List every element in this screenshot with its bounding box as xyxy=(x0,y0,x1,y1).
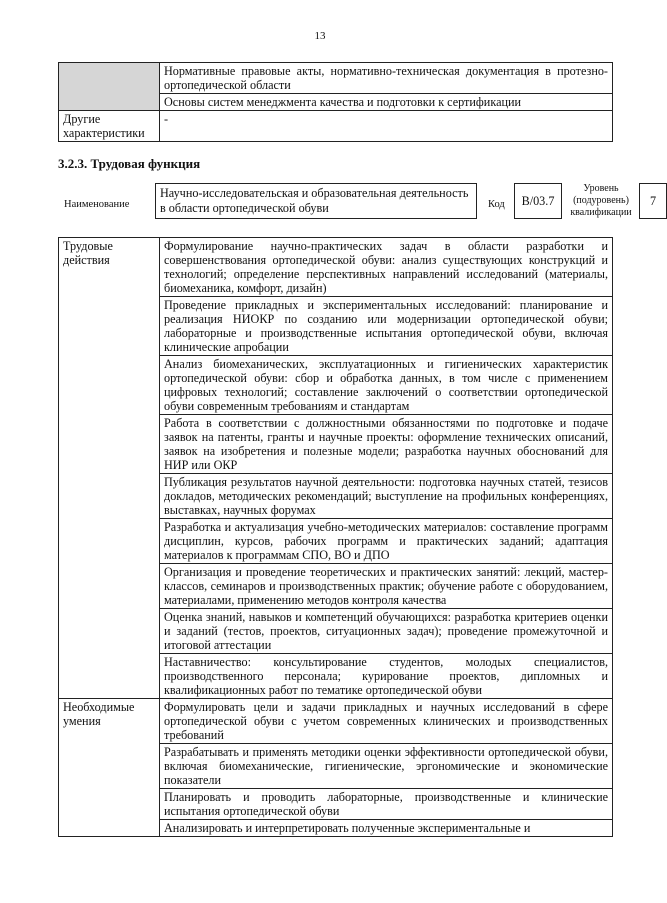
labor-action-item: Проведение прикладных и экспериментальных исследований: планирование и реализация НИОКР по созданию или модернизации ортопедической обуви; лабораторные и производственные испытания ортопедической обуви, включая клинические апробации xyxy=(160,297,613,356)
table-row xyxy=(59,238,613,297)
labor-action-item: Публикация результатов научной деятельности: подготовка научных статей, тезисов докладов, методических рекомендаций; выступление на профильных конференциях, выставках, научных форумах xyxy=(160,474,613,519)
function-details-table xyxy=(58,237,613,837)
table-row xyxy=(59,111,613,142)
previous-function-table xyxy=(58,62,613,142)
section-heading: 3.2.3. Трудовая функция xyxy=(58,156,201,171)
other-characteristics-value: - xyxy=(160,111,613,142)
skill-item: Планировать и проводить лабораторные, производственные и клинические испытания ортопедической обуви xyxy=(160,789,613,820)
labor-actions-label: Трудовые действия xyxy=(59,238,160,699)
function-code: B/03.7 xyxy=(514,183,562,219)
function-header xyxy=(58,183,657,223)
table-row xyxy=(59,699,613,744)
table-row xyxy=(59,63,613,94)
page-number: 13 xyxy=(314,30,326,42)
skill-item: Формулировать цели и задачи прикладных и научных исследований в сфере ортопедической обуви с учетом современных клинических и производственных требований xyxy=(160,699,613,744)
knowledge-item: Нормативные правовые акты, нормативно-техническая документация в протезно-ортопедической области xyxy=(160,63,613,94)
name-label: Наименование xyxy=(64,199,130,210)
row-label-cell xyxy=(59,63,160,111)
skill-item: Анализировать и интерпретировать полученные экспериментальные и xyxy=(160,820,613,837)
labor-action-item: Оценка знаний, навыков и компетенций обучающихся: разработка критериев оценки и заданий (тестов, проектов, ситуационных задач); проведение промежуточной и итоговой аттестации xyxy=(160,609,613,654)
labor-action-item: Формулирование научно-практических задач в области разработки и совершенствования ортопедической обуви: анализ существующих конструкций и технологий; определение перспективных направлений исследований (материалы, биомеханика, комфорт, дизайн) xyxy=(160,238,613,297)
other-characteristics-label: Другие характеристики xyxy=(59,111,160,142)
labor-action-item: Организация и проведение теоретических и практических занятий: лекций, мастер-классов, семинаров и производственных практик; обучение работе с оборудованием, материалами, применению методов контроля качества xyxy=(160,564,613,609)
knowledge-item: Основы систем менеджмента качества и подготовки к сертификации xyxy=(160,94,613,111)
function-name: Научно-исследовательская и образовательная деятельность в области ортопедической обуви xyxy=(155,183,477,219)
labor-action-item: Наставничество: консультирование студентов, молодых специалистов, производственного персонала; курирование проектов, дипломных и квалификационных работ по тематике ортопедической обуви xyxy=(160,654,613,699)
skill-item: Разрабатывать и применять методики оценки эффективности ортопедической обуви, включая биомеханические, гигиенические, эргономические и экономические показатели xyxy=(160,744,613,789)
code-label: Код xyxy=(488,199,505,210)
level-label: Уровень (подуровень) квалификации xyxy=(570,183,632,218)
labor-action-item: Разработка и актуализация учебно-методических материалов: составление программ дисциплин, курсов, рабочих программ и практических заданий; адаптация материалов к программам СПО, ВО и ДПО xyxy=(160,519,613,564)
required-skills-label: Необходимые умения xyxy=(59,699,160,837)
labor-action-item: Работа в соответствии с должностными обязанностями по подготовке и подаче заявок на патенты, гранты и научные проекты: оформление технических описаний, заявок на изобретения и полезные модели; разработка научных обоснований для НИР или ОКР xyxy=(160,415,613,474)
labor-action-item: Анализ биомеханических, эксплуатационных и гигиенических характеристик ортопедической обуви: сбор и обработка данных, в том числе с применением цифровых технологий; составление заключений о соответствии ортопедической обуви современным требованиям и стандартам xyxy=(160,356,613,415)
qualification-level: 7 xyxy=(639,183,667,219)
